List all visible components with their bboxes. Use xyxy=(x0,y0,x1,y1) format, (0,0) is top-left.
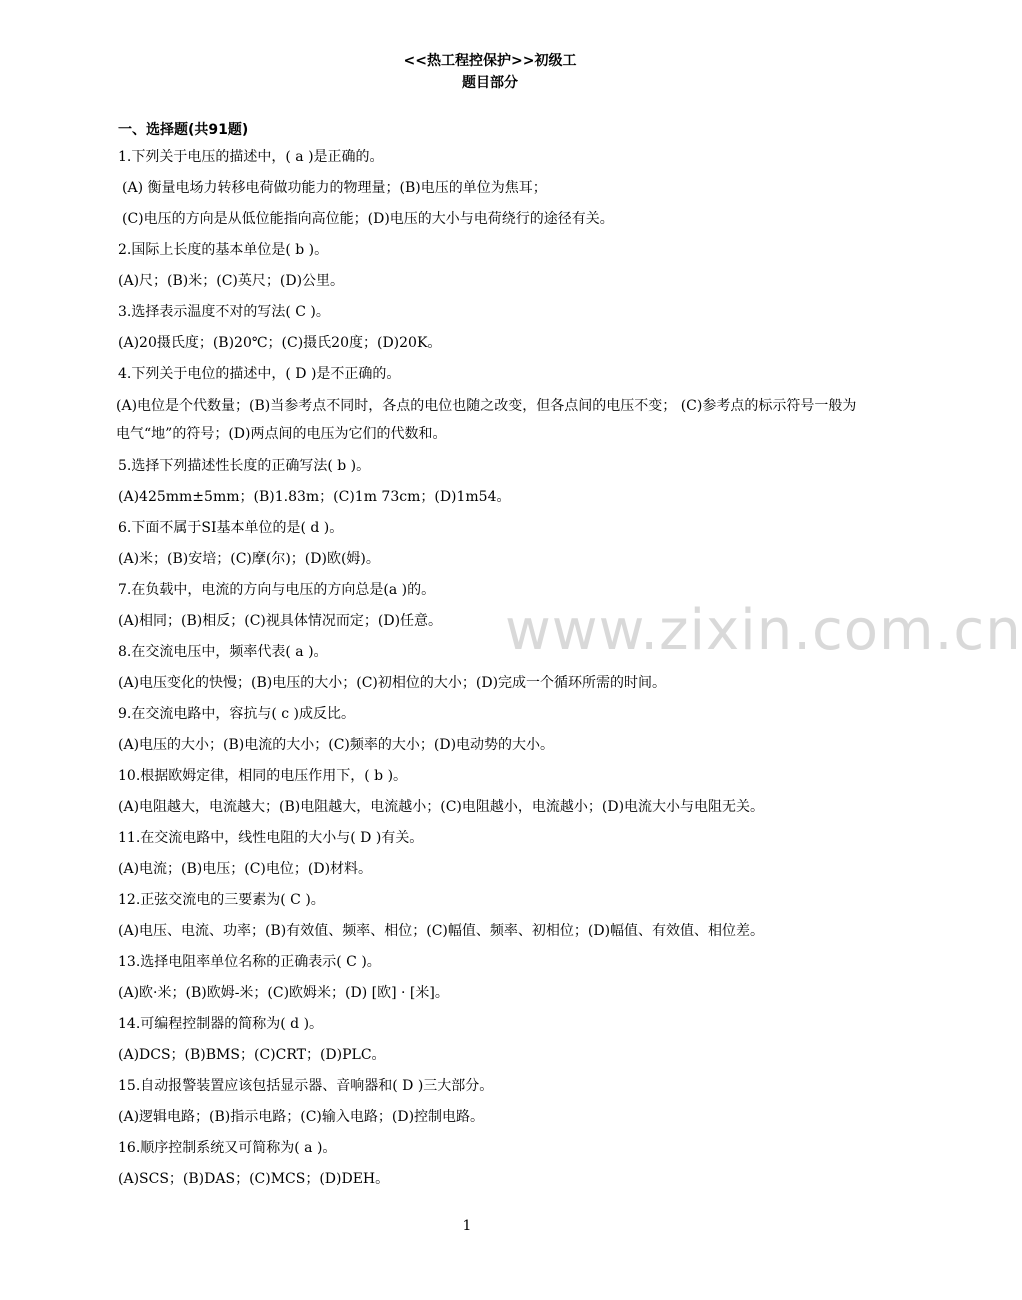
question-option: (A) 衡量电场力转移电荷做功能力的物理量；(B)电压的单位为焦耳； xyxy=(122,180,547,196)
question-stem: 12.正弦交流电的三要素为( C )。 xyxy=(118,892,325,908)
question-stem: 9.在交流电路中，容抗与( c )成反比。 xyxy=(118,706,356,722)
question-stem: 11.在交流电路中，线性电阻的大小与( D )有关。 xyxy=(118,830,424,846)
page-number: 1 xyxy=(462,1218,472,1234)
watermark: www.zixin.com.cn xyxy=(505,598,1022,663)
question-option: (A)欧·米；(B)欧姆-米；(C)欧姆米；(D) [欧] · [米]。 xyxy=(118,985,449,1001)
question-option: (A)DCS；(B)BMS；(C)CRT；(D)PLC。 xyxy=(118,1047,386,1063)
question-option: (A)电位是个代数量；(B)当参考点不同时，各点的电位也随之改变，但各点间的电压不变； (C)参考点的标示符号一般为电气“地”的符号；(D)两点间的电压为它们的代数和。 xyxy=(116,398,857,442)
question-stem: 4.下列关于电位的描述中，( D )是不正确的。 xyxy=(118,366,401,382)
question-stem: 7.在负载中，电流的方向与电压的方向总是(a )的。 xyxy=(118,582,436,598)
document-title: <<热工程控保护>>初级工 xyxy=(403,53,577,69)
question-option: (A)电压、电流、功率；(B)有效值、频率、相位；(C)幅值、频率、初相位；(D)幅值、有效值、相位差。 xyxy=(118,923,765,939)
question-stem: 5.选择下列描述性长度的正确写法( b )。 xyxy=(118,458,371,474)
question-stem: 2.国际上长度的基本单位是( b )。 xyxy=(118,242,329,258)
question-option: (A)尺；(B)米；(C)英尺；(D)公里。 xyxy=(118,273,345,289)
question-stem: 3.选择表示温度不对的写法( C )。 xyxy=(118,304,330,320)
question-stem: 1.下列关于电压的描述中，( a )是正确的。 xyxy=(118,149,384,165)
question-option: (C)电压的方向是从低位能指向高位能；(D)电压的大小与电荷绕行的途径有关。 xyxy=(122,211,614,227)
question-stem: 14.可编程控制器的简称为( d )。 xyxy=(118,1016,324,1032)
question-option: (A)米；(B)安培；(C)摩(尔)；(D)欧(姆)。 xyxy=(118,551,380,567)
question-option: (A)电流；(B)电压；(C)电位；(D)材料。 xyxy=(118,861,373,877)
question-option: (A)电压变化的快慢；(B)电压的大小；(C)初相位的大小；(D)完成一个循环所需的时间。 xyxy=(118,675,667,691)
question-stem: 6.下面不属于SI基本单位的是( d )。 xyxy=(118,520,344,536)
question-option: (A)逻辑电路；(B)指示电路；(C)输入电路；(D)控制电路。 xyxy=(118,1109,485,1125)
question-option: (A)425mm±5mm；(B)1.83m；(C)1m 73cm；(D)1m54。 xyxy=(118,489,511,505)
document-subtitle: 题目部分 xyxy=(462,75,518,91)
question-option: (A)SCS；(B)DAS；(C)MCS；(D)DEH。 xyxy=(118,1171,390,1187)
question-stem: 10.根据欧姆定律，相同的电压作用下，( b )。 xyxy=(118,768,408,784)
question-option: (A)20摄氏度；(B)20℃；(C)摄氏20度；(D)20K。 xyxy=(118,335,442,351)
question-option: (A)电压的大小；(B)电流的大小；(C)频率的大小；(D)电动势的大小。 xyxy=(118,737,555,753)
question-option: (A)电阻越大，电流越大；(B)电阻越大，电流越小；(C)电阻越小，电流越小；(D)电流大小与电阻无关。 xyxy=(118,799,765,815)
section-heading: 一、选择题(共91题) xyxy=(118,122,249,138)
question-stem: 8.在交流电压中，频率代表( a )。 xyxy=(118,644,328,660)
question-option: (A)相同；(B)相反；(C)视具体情况而定；(D)任意。 xyxy=(118,613,443,629)
question-stem: 13.选择电阻率单位名称的正确表示( C )。 xyxy=(118,954,381,970)
title-block xyxy=(0,50,980,94)
question-stem: 16.顺序控制系统又可简称为( a )。 xyxy=(118,1140,337,1156)
question-stem: 15.自动报警装置应该包括显示器、音响器和( D )三大部分。 xyxy=(118,1078,494,1094)
